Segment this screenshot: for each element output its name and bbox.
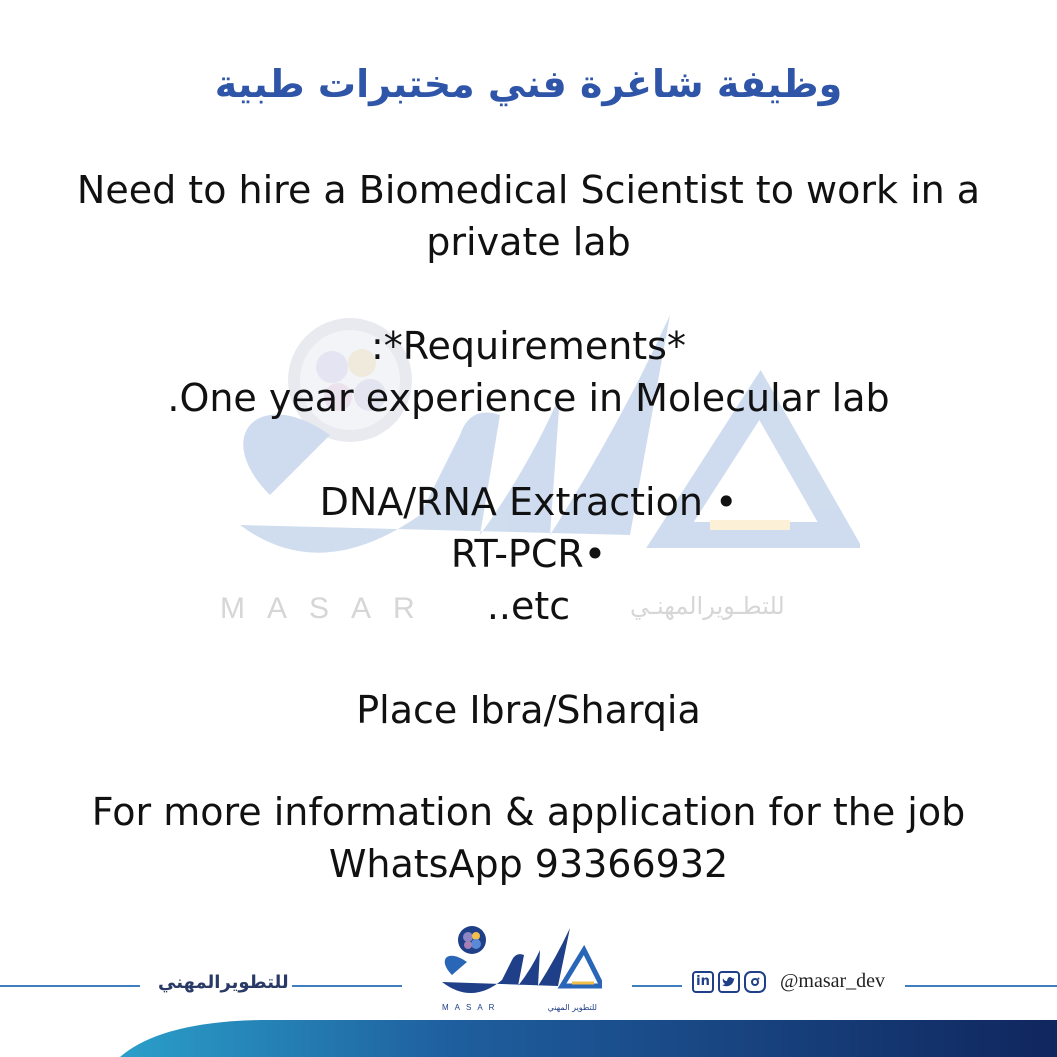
logo-arabic-text: للتطوير المهني: [547, 1003, 597, 1012]
bottom-gradient-band: [0, 1010, 1057, 1057]
social-handle[interactable]: @masar_dev: [780, 970, 886, 992]
footer-tagline: للتطويرالمهني: [158, 972, 289, 993]
social-links: [692, 970, 885, 993]
watermark-arabic-text: للتطـويرالمهنـي: [630, 592, 785, 620]
requirement-dna-rna: DNA/RNA Extraction •: [319, 480, 738, 524]
footer-divider-left-2: [292, 985, 402, 987]
page-title: وظيفة شاغرة فني مختبرات طبية: [214, 62, 843, 106]
twitter-icon[interactable]: [718, 971, 740, 993]
footer-divider-right-2: [905, 985, 1057, 987]
instagram-icon[interactable]: [744, 971, 766, 993]
whatsapp-number: WhatsApp 93366932: [328, 842, 729, 886]
requirement-rt-pcr: RT-PCR•: [450, 532, 607, 576]
requirement-experience: .One year experience in Molecular lab: [167, 376, 890, 420]
requirement-etc: ..etc: [486, 584, 571, 628]
requirements-heading: :*Requirements*: [371, 324, 686, 368]
job-description-line-2: private lab: [426, 220, 631, 264]
linkedin-icon[interactable]: in: [692, 971, 714, 993]
footer-divider-left: [0, 985, 140, 987]
masar-logo: [432, 920, 602, 1015]
footer-divider-right: [632, 985, 682, 987]
watermark-masar-text: MASAR: [220, 592, 437, 625]
job-location: Place Ibra/Sharqia: [356, 688, 701, 732]
job-description-line-1: Need to hire a Biomedical Scientist to work in a: [76, 168, 981, 212]
logo-masar-text: MASAR: [442, 1003, 501, 1012]
contact-info-line: For more information & application for the job: [91, 790, 966, 834]
